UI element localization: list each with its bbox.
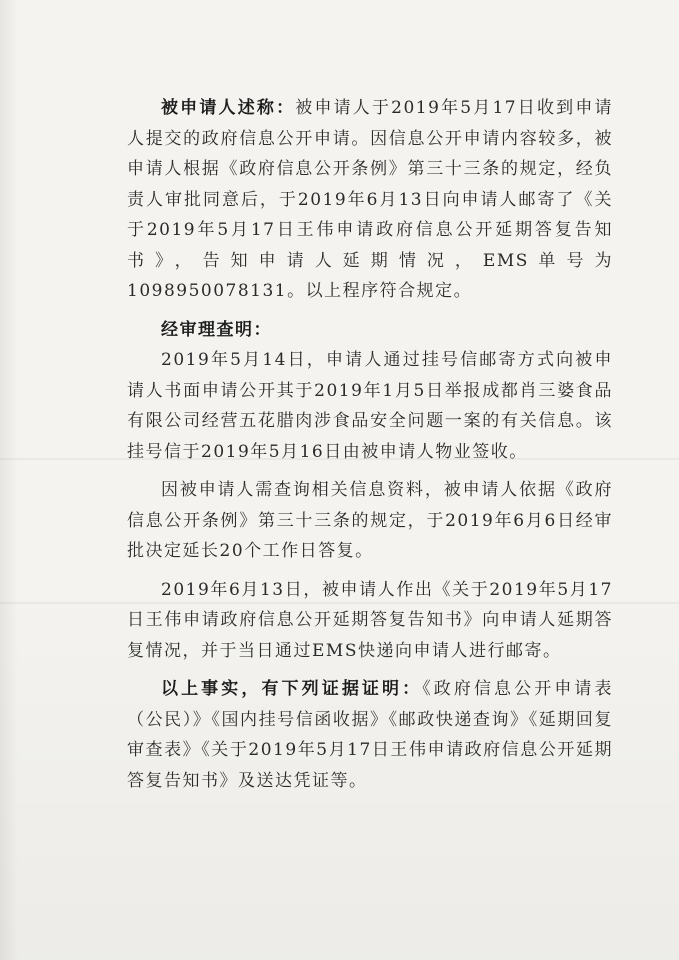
respondent-statement-heading: 被申请人述称： <box>161 98 296 118</box>
evidence-paragraph <box>127 674 613 796</box>
document-body <box>127 93 613 796</box>
evidence-heading: 以上事实，有下列证据证明： <box>161 679 423 699</box>
evidence-list-text: 《政府信息公开申请表（公民）》《国内挂号信函收据》《邮政快递查询》《延期回复审查表》《关于2019年5月17日王伟申请政府信息公开延期答复告知书》及送达凭证等。 <box>127 679 614 791</box>
findings-heading-paragraph <box>127 315 613 346</box>
facts-paragraph-1: 2019年5月14日，申请人通过挂号信邮寄方式向被申请人书面申请公开其于2019年1月5日举报成都肖三婆食品有限公司经营五花腊肉涉食品安全问题一案的有关信息。该挂号信于2019年5月16日由被申请人物业签收。 <box>127 350 613 462</box>
facts-paragraph-3: 2019年6月13日，被申请人作出《关于2019年5月17日王伟申请政府信息公开延期答复告知书》向申请人延期答复情况，并于当日通过EMS快递向申请人进行邮寄。 <box>127 579 613 661</box>
facts-paragraph-2: 因被申请人需查询相关信息资料，被申请人依据《政府信息公开条例》第三十三条的规定，于2019年6月6日经审批决定延长20个工作日答复。 <box>127 480 613 561</box>
findings-heading: 经审理查明： <box>161 319 272 340</box>
respondent-statement-text: 被申请人于2019年5月17日收到申请人提交的政府信息公开申请。因信息公开申请内容较多，被申请人根据《政府信息公开条例》第三十三条的规定，经负责人审批同意后，于2019年6月13日向申请人邮寄了《关于2019年5月17日王伟申请政府信息公开延期答复告知书》，告知申请人延期情况，EMS单号为1098950078131。以上程序符合规定。 <box>127 98 613 301</box>
respondent-statement-paragraph <box>127 93 613 307</box>
